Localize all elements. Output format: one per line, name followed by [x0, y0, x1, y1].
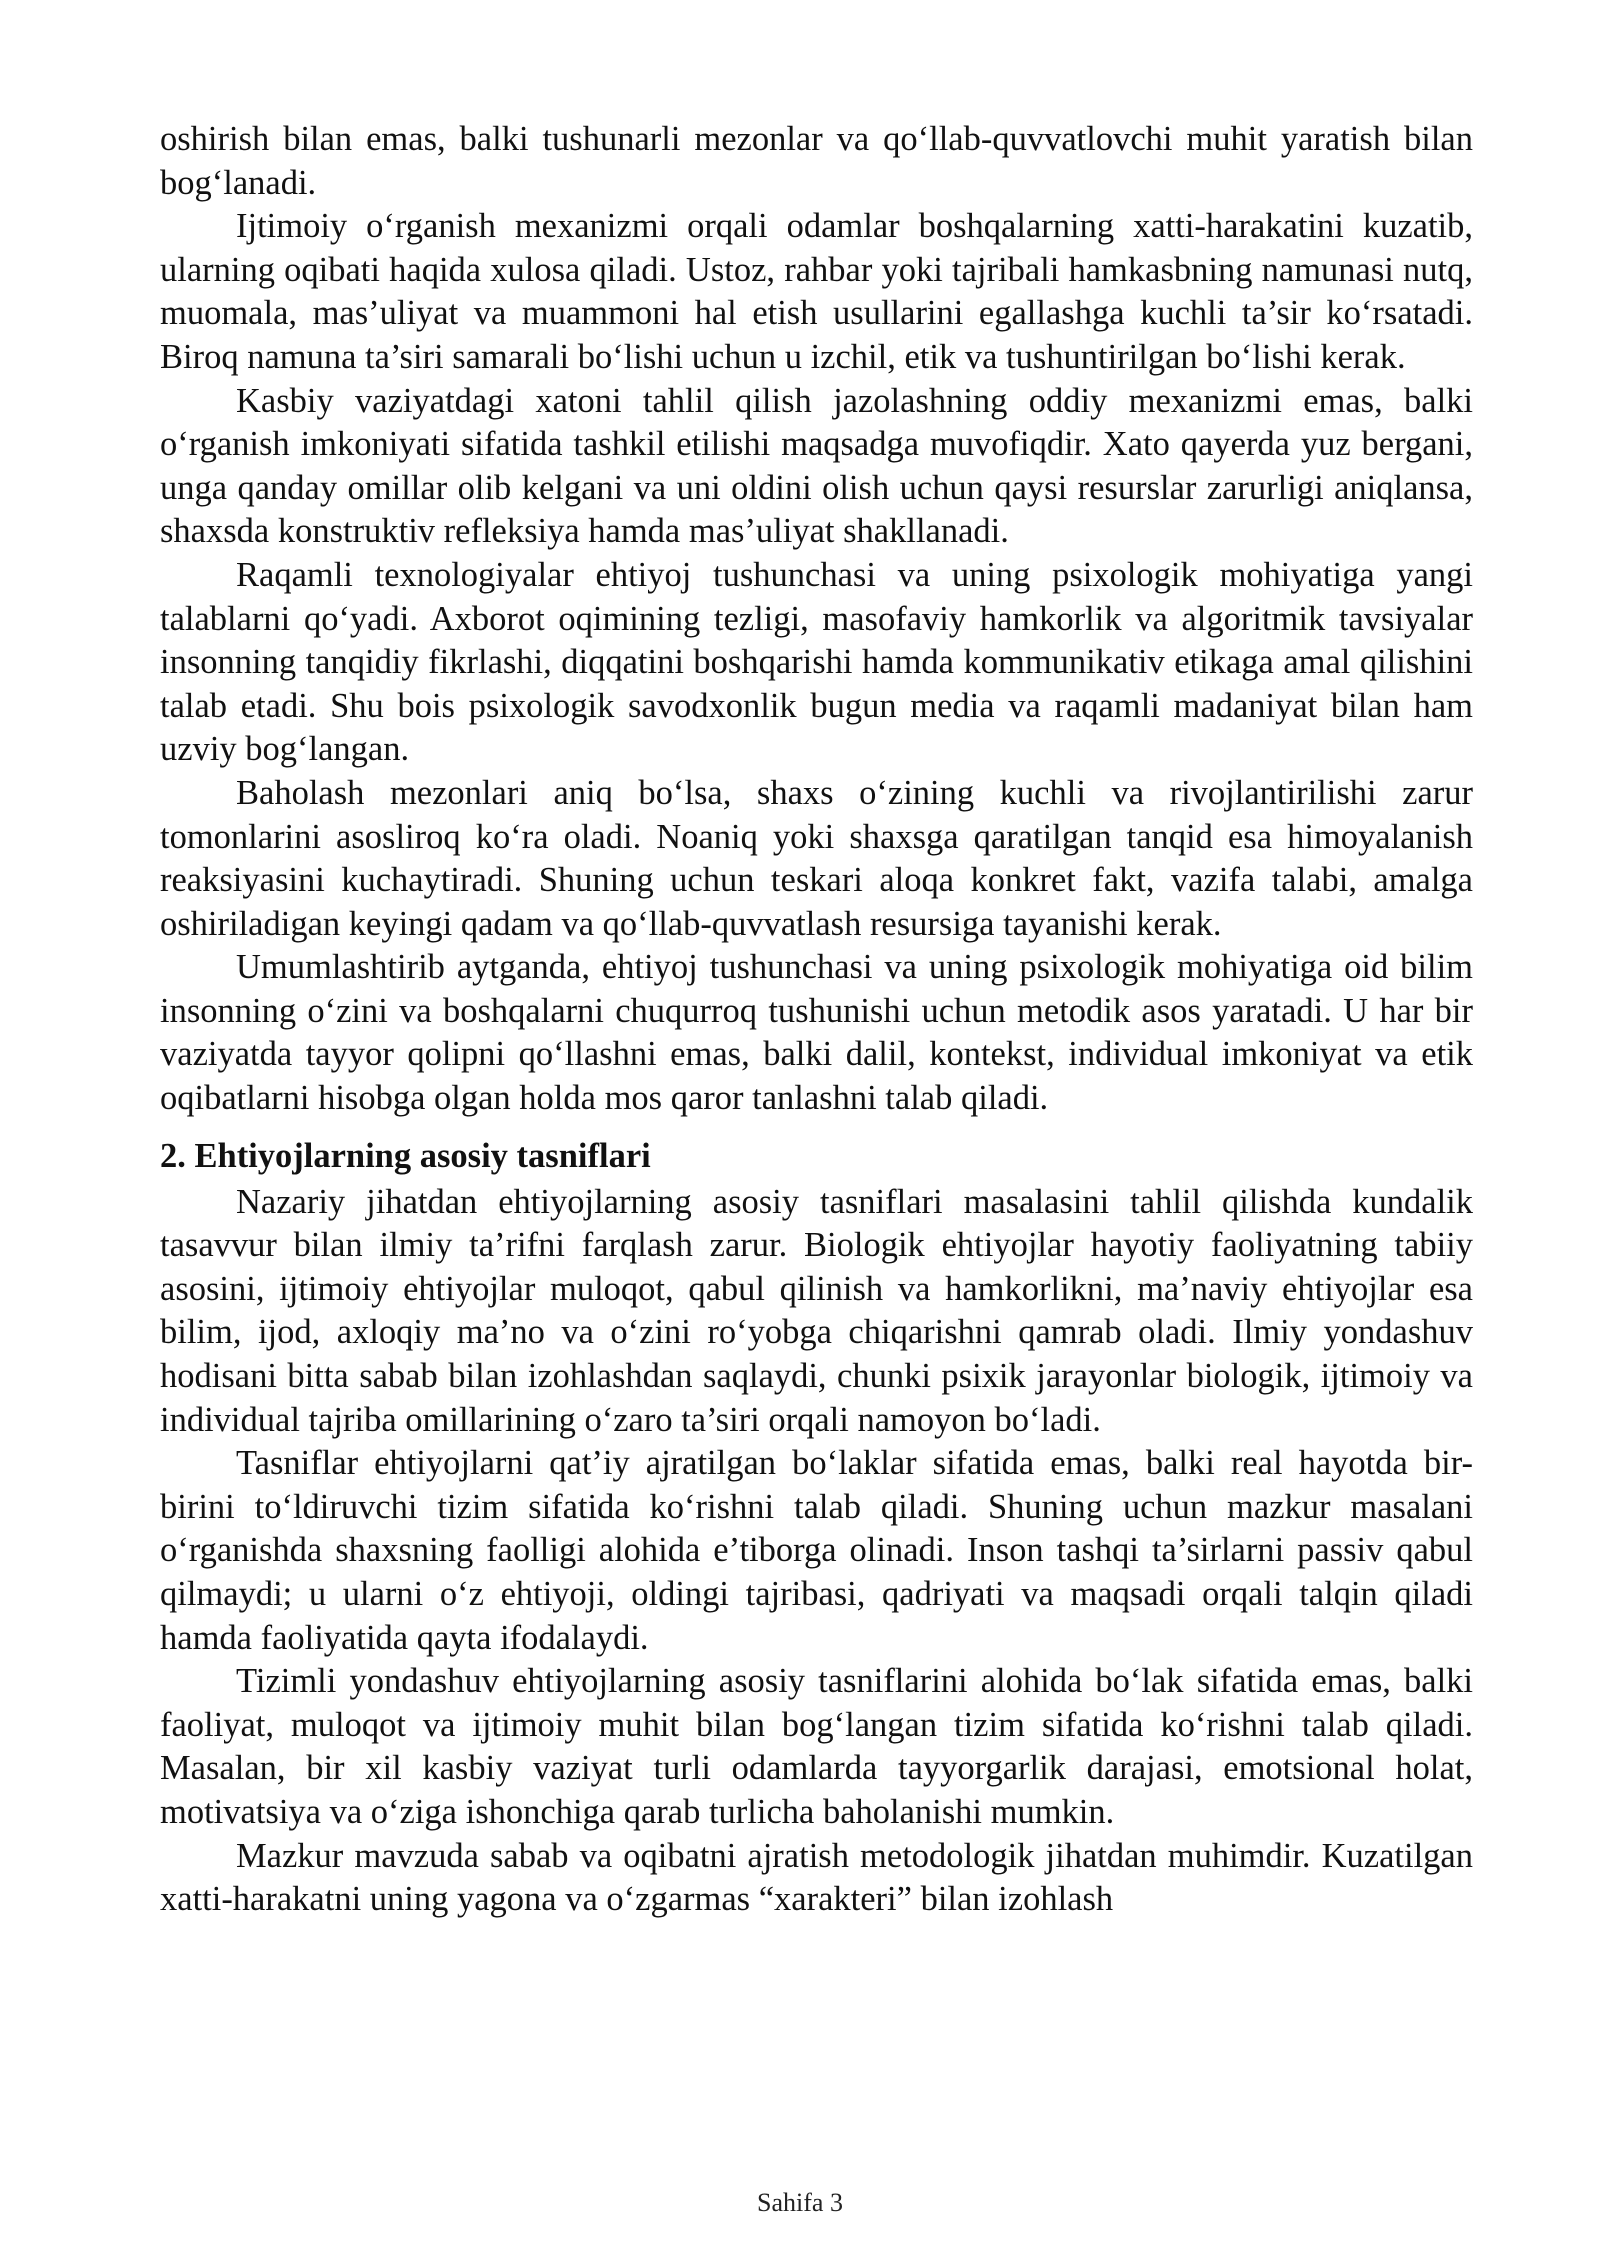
paragraph-assessment-criteria: Baholash mezonlari aniq bo‘lsa, shaxs o‘zining kuchli va rivojlantirilishi zarur tomonlarini asosliroq ko‘ra oladi. Noaniq yoki shaxsga qaratilgan tanqid esa himoyalanish reaksiyasini kuchaytiradi. Shuning uchun teskari aloqa konkret fakt, vazifa talabi, amalga oshiriladigan keyingi qadam va qo‘llab-quvvatlash resursiga tayanishi kerak.: [160, 773, 1473, 943]
paragraph-classification-system: Tasniflar ehtiyojlarni qat’iy ajratilgan bo‘laklar sifatida emas, balki real hayotda bir-birini to‘ldiruvchi tizim sifatida ko‘rishni talab qiladi. Shuning uchun mazkur masalani o‘rganishda shaxsning faolligi alohida e’tiborga olinadi. Inson tashqi ta’sirlarni passiv qabul qilmaydi; u ularni o‘z ehtiyoji, oldingi tajribasi, qadriyati va maqsadi orqali talqin qiladi hamda faoliyatida qayta ifodalaydi.: [160, 1444, 1473, 1657]
paragraph-error-analysis: Kasbiy vaziyatdagi xatoni tahlil qilish jazolashning oddiy mexanizmi emas, balki o‘rganish imkoniyati sifatida tashkil etilishi maqsadga muvofiqdir. Xato qayerda yuz bergani, unga qanday omillar olib kelgani va uni oldini olish uchun qaysi resurslar zarurligi aniqlansa, shaxsda konstruktiv refleksiya hamda mas’uliyat shakllanadi.: [160, 381, 1473, 551]
paragraph-social-learning: Ijtimoiy o‘rganish mexanizmi orqali odamlar boshqalarning xatti-harakatini kuzatib, ularning oqibati haqida xulosa qiladi. Ustoz, rahbar yoki tajribali hamkasbning namunasi nutq, muomala, mas’uliyat va muammoni hal etish usullarini egallashga kuchli ta’sir ko‘rsatadi. Biroq namuna ta’siri samarali bo‘lishi uchun u izchil, etik va tushuntirilgan bo‘lishi kerak.: [160, 207, 1473, 376]
section-heading: 2. Ehtiyojlarning asosiy tasniflari: [160, 1136, 651, 1175]
paragraph-summary: Umumlashtirib aytganda, ehtiyoj tushunchasi va uning psixologik mohiyatiga oid bilim insonning o‘zini va boshqalarni chuqurroq tushunishi uchun metodik asos yaratadi. U har bir vaziyatda tayyor qolipni qo‘llashni emas, balki dalil, kontekst, individual imkoniyat va etik oqibatlarni hisobga olgan holda mos qaror tanlashni talab qiladi.: [160, 948, 1473, 1118]
paragraph-digital-technologies: Raqamli texnologiyalar ehtiyoj tushunchasi va uning psixologik mohiyatiga yangi talablarni qo‘yadi. Axborot oqimining tezligi, masofaviy hamkorlik va algoritmik tavsiyalar insonning tanqidiy fikrlashi, diqqatini boshqarishi hamda kommunikativ etikaga amal qilishini talab etadi. Shu bois psixologik savodxonlik bugun media va raqamli madaniyat bilan ham uzviy bog‘langan.: [160, 555, 1473, 769]
page-number-footer: Sahifa 3: [757, 2188, 843, 2217]
paragraph-theoretical-classification: Nazariy jihatdan ehtiyojlarning asosiy tasniflari masalasini tahlil qilishda kundalik tasavvur bilan ilmiy ta’rifni farqlash zarur. Biologik ehtiyojlar hayotiy faoliyatning tabiiy asosini, ijtimoiy ehtiyojlar muloqot, qabul qilinish va hamkorlikni, ma’naviy ehtiyojlar esa bilim, ijod, axloqiy ma’no va o‘zini ro‘yobga chiqarishni qamrab oladi. Ilmiy yondashuv hodisani bitta sabab bilan izohlashdan saqlaydi, chunki psixik jarayonlar biologik, ijtimoiy va individual tajriba omillarining o‘zaro ta’siri orqali namoyon bo‘ladi.: [160, 1182, 1473, 1439]
paragraph-cause-effect: Mazkur mavzuda sabab va oqibatni ajratish metodologik jihatdan muhimdir. Kuzatilgan xatti-harakatni uning yagona va o‘zgarmas “xarakteri” bilan izohlash: [160, 1836, 1473, 1919]
page-body: [160, 118, 1473, 1922]
paragraph-systemic-approach: Tizimli yondashuv ehtiyojlarning asosiy tasniflarini alohida bo‘lak sifatida emas, balki faoliyat, muloqot va ijtimoiy muhit bilan bog‘langan tizim sifatida ko‘rishni talab qiladi. Masalan, bir xil kasbiy vaziyat turli odamlarda tayyorgarlik darajasi, emotsional holat, motivatsiya va o‘ziga ishonchiga qarab turlicha baholanishi mumkin.: [160, 1662, 1473, 1831]
paragraph-continuation: oshirish bilan emas, balki tushunarli mezonlar va qo‘llab-quvvatlovchi muhit yaratish bilan bog‘lanadi.: [160, 120, 1473, 202]
